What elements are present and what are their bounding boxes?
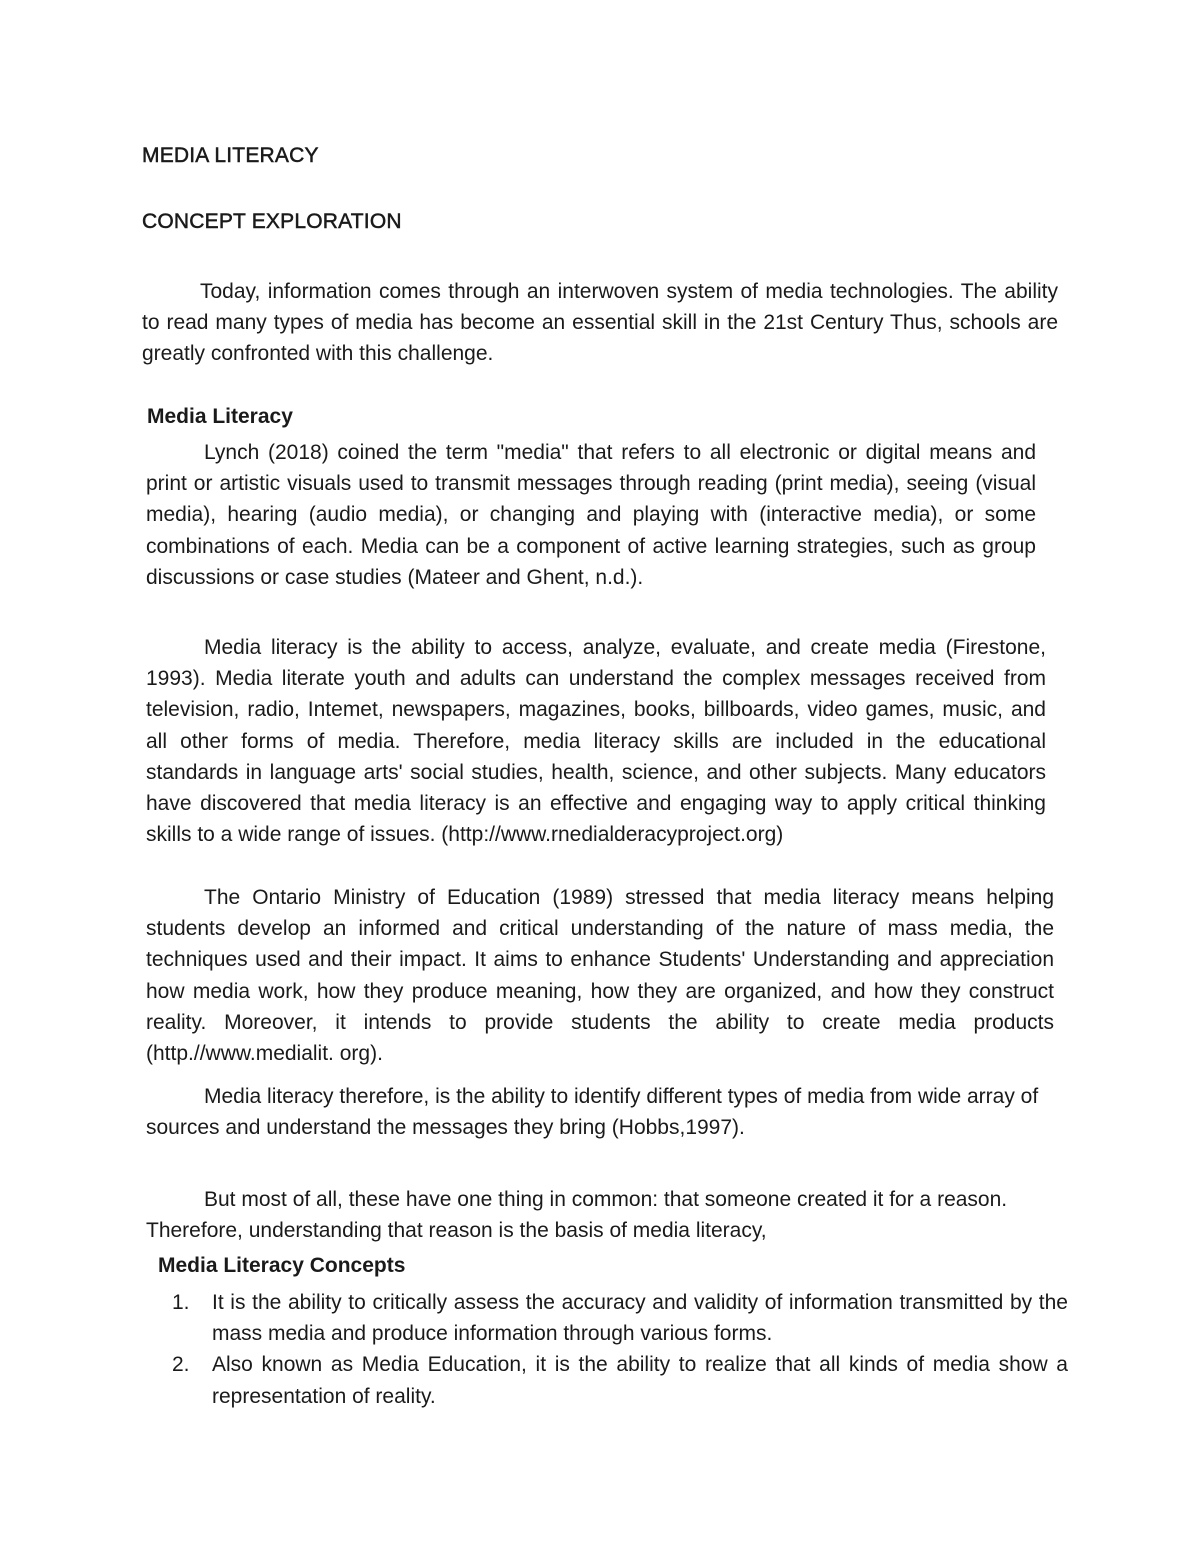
document-title: MEDIA LITERACY (142, 144, 319, 167)
section-heading: Media Literacy (147, 405, 293, 428)
concept-text: It is the ability to critically assess the accuracy and validity of information transmitted by the mass media and produce information through various forms. (212, 1291, 1068, 1346)
concept-number: 1. (172, 1291, 190, 1314)
concept-number: 2. (172, 1353, 190, 1377)
paragraph-common: But most of all, these have one thing in common: that someone created it for a reason. Therefore, understanding that reason is the basis of media literacy, (146, 1188, 1008, 1243)
paragraph-ontario: The Ontario Ministry of Education (1989) stressed that media literacy means helping students develop an informed and critical understanding of the nature of mass media, the techniques used and their impact. It aims to enhance Students' Understanding and appreciation how media work, how they produce meaning, how they are organized, and how they construct reality. Moreover, it intends to provide students the ability to create media products (http.//www.medialit. org). (146, 886, 1054, 1066)
concept-item (172, 1287, 1068, 1349)
paragraph-firestone: Media literacy is the ability to access, analyze, evaluate, and create media (Firestone, 1993). Media literate youth and adults can understand the complex messages received from television, radio, Intemet, newspapers, magazines, books, billboards, video games, music, and all other forms of media. Therefore, media literacy skills are included in the educational standards in language arts' social studies, health, science, and other subjects. Many educators have discovered that media literacy is an effective and engaging way to apply critical thinking skills to a wide range of issues. (http://www.rnedialderacyproject.org) (146, 636, 1046, 847)
concepts-list (172, 1287, 1068, 1412)
concepts-heading: Media Literacy Concepts (158, 1254, 406, 1277)
paragraph-lynch: Lynch (2018) coined the term "media" that refers to all electronic or digital means and print or artistic visuals used to transmit messages through reading (print media), seeing (visual media), hearing (audio media), or changing and playing with (interactive media), or some combinations of each. Media can be a component of active learning strategies, such as group discussions or case studies (Mateer and Ghent, n.d.). (146, 441, 1036, 589)
concept-text: Also known as Media Education, it is the ability to realize that all kinds of media show a representation of reality. (212, 1353, 1068, 1408)
document-subtitle: CONCEPT EXPLORATION (142, 210, 402, 233)
concept-item (172, 1349, 1068, 1411)
paragraph-hobbs: Media literacy therefore, is the ability to identify different types of media from wide array of sources and understand the messages they bring (Hobbs,1997). (146, 1085, 1039, 1140)
intro-paragraph: Today, information comes through an interwoven system of media technologies. The ability to read many types of media has become an essential skill in the 21st Century Thus, schools are greatly confronted with this challenge. (142, 280, 1058, 366)
